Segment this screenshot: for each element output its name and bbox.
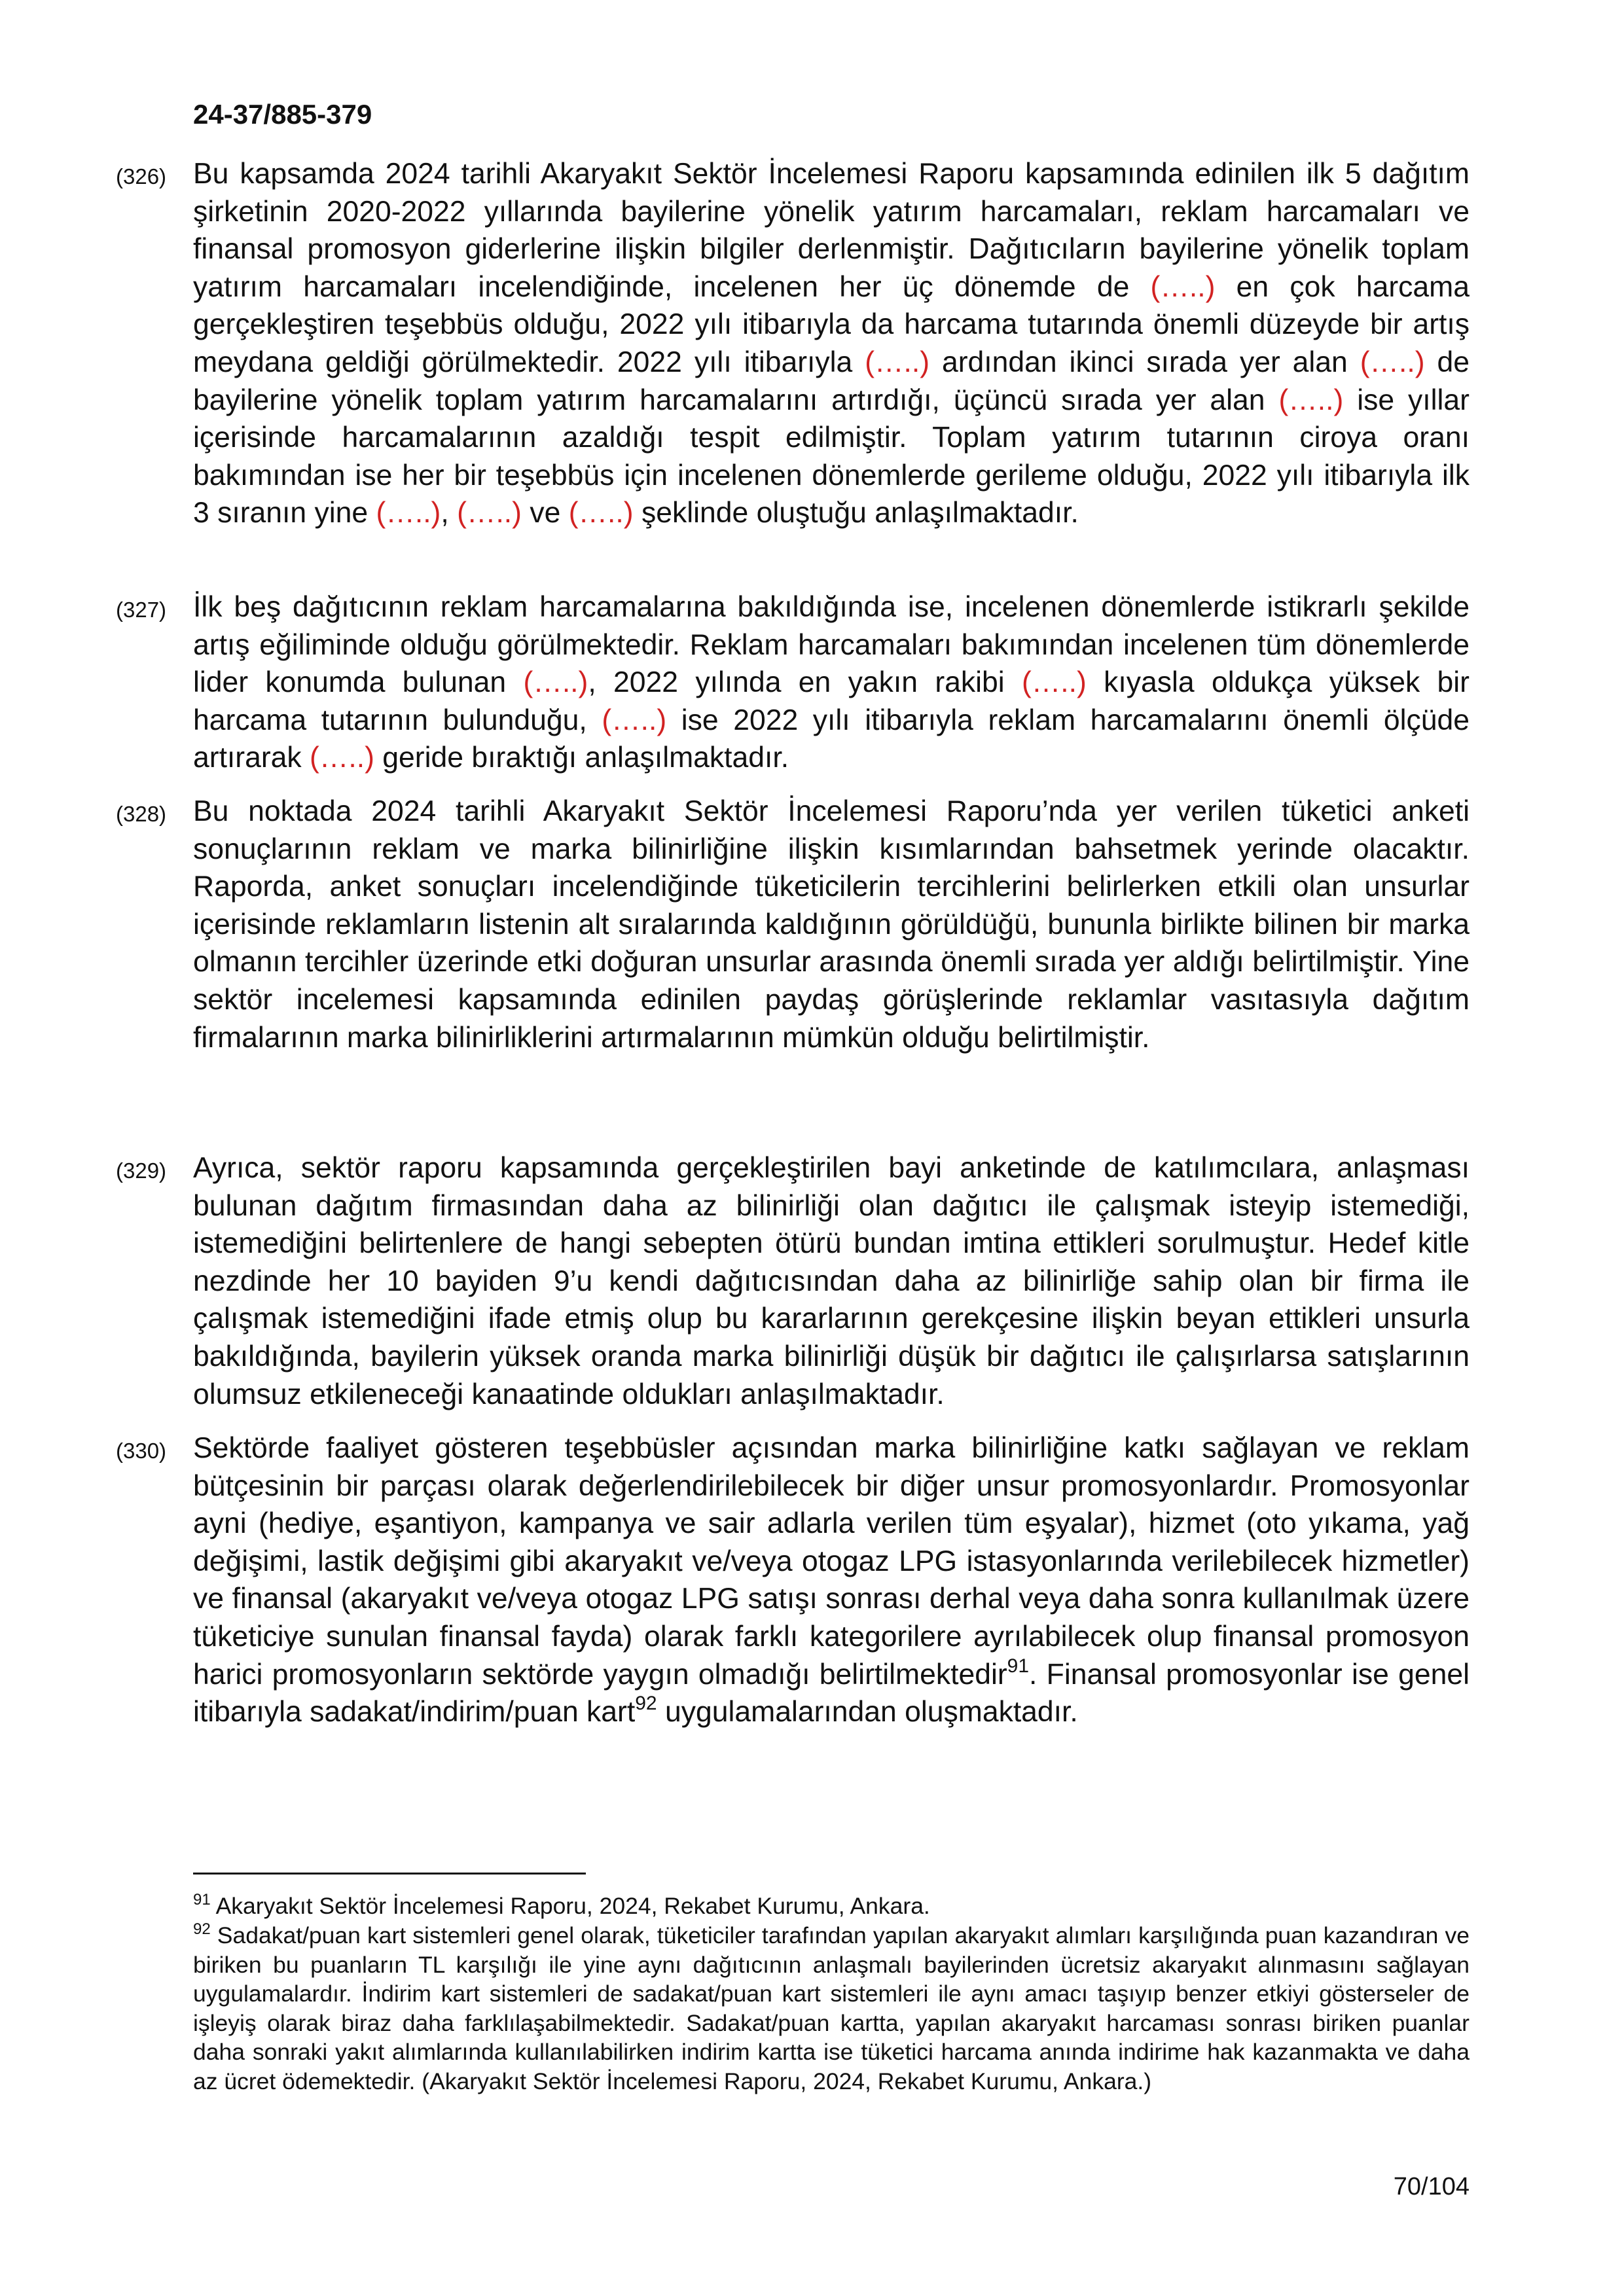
redacted-marker: (…..) bbox=[523, 666, 588, 699]
paragraph-329 bbox=[116, 1149, 1470, 1413]
footnote-number: 91 bbox=[193, 1891, 211, 1909]
text-run: en çok harcama gerçekleştiren teşebbüs olduğu, 2022 yılı itibarıyla da harcama tutarında önemli düzeyde bir artış meydana geldiği görülmektedir. 2022 yılı itibarıyla bbox=[193, 270, 1470, 378]
footnote-separator bbox=[193, 1873, 586, 1874]
paragraph-number: (329) bbox=[116, 1158, 167, 1183]
paragraph-number: (326) bbox=[116, 164, 167, 188]
text-run: uygulamalarından oluşmaktadır. bbox=[657, 1696, 1078, 1729]
redacted-marker: (…..) bbox=[602, 704, 667, 736]
redacted-marker: (…..) bbox=[457, 497, 522, 529]
text-run: kıyasla oldukça yüksek bir harcama tutarının bulunduğu, bbox=[193, 666, 1470, 736]
redacted-marker: (…..) bbox=[865, 346, 930, 378]
redacted-marker: (…..) bbox=[568, 497, 634, 529]
redacted-marker: (…..) bbox=[1021, 666, 1087, 699]
redacted-marker: (…..) bbox=[376, 497, 441, 529]
paragraph-text bbox=[193, 591, 1470, 774]
footnote-reference: 91 bbox=[1007, 1655, 1030, 1677]
text-run: ise yıllar içerisinde harcamalarının azaldığı tespit edilmiştir. Toplam yatırım tutarının ciroya oranı bakımından ise her bir teşebbüs için incelenen dönemlerde gerileme olduğu, 2022 yılı itibarıyla ilk 3 sıranın yine bbox=[193, 384, 1470, 529]
text-run: Sektörde faaliyet gösteren teşebbüsler açısından marka bilinirliğine katkı sağlayan ve reklam bütçesinin bir parçası olarak değerlendirilebilecek bir diğer unsur promosyonlardır. Promosyonlar ayni (hediye, eşantiyon, kampanya ve sair adlarla verilen tüm eşyalar), hizmet (oto yıkama, yağ değişimi, lastik değişimi gibi akaryakıt ve/veya otogaz LPG istasyonlarında verilebilecek hizmetler) ve finansal (akaryakıt ve/veya otogaz LPG satışı sonrası derhal veya daha sonra kullanılmak üzere tüketiciye sunulan finansal fayda) olarak farklı kategorilere ayrılabilecek olup finansal promosyon harici promosyonların sektörde yaygın olmadığı belirtilmektedir bbox=[193, 1432, 1470, 1691]
redacted-marker: (…..) bbox=[1150, 270, 1216, 303]
text-run: . Finansal promosyonlar ise genel itibarıyla sadakat/indirim/puan kart bbox=[193, 1658, 1470, 1729]
paragraph-number: (330) bbox=[116, 1439, 167, 1463]
text-run: , 2022 yılında en yakın rakibi bbox=[588, 666, 1022, 699]
footnote-number: 92 bbox=[193, 1920, 211, 1938]
footnote-text: Sadakat/puan kart sistemleri genel olarak, tüketiciler tarafından yapılan akaryakıt alımları karşılığında puan kazandıran ve biriken bu puanların TL karşılığı ile yine aynı dağıtıcının anlaşmalı bayilerinden ücretsiz akaryakıt alınmasını sağlayan uygulamalardır. İndirim kart sistemleri de sadakat/puan kart sistemleri ile aynı amacı taşıyıp benzer etkiyi gösterseler de işleyiş olarak biraz daha farklılaşabilmektedir. Sadakat/puan kartta, yapılan akaryakıt harcaması sonrası biriken puanlar daha sonraki yakıt alımlarında kullanılabilirken indirim kartta ise tüketici harcama anında indirime hak kazanmakta ve daha az ücret ödemektedir. (Akaryakıt Sektör İncelemesi Raporu, 2024, Rekabet Kurumu, Ankara.) bbox=[193, 1922, 1470, 2094]
page-number: 70/104 bbox=[1393, 2173, 1470, 2200]
redacted-marker: (…..) bbox=[1360, 346, 1425, 378]
text-run: ardından ikinci sırada yer alan bbox=[929, 346, 1360, 378]
footnote-92 bbox=[193, 1921, 1470, 2096]
text-run: Bu noktada 2024 tarihli Akaryakıt Sektör İncelemesi Raporu’nda yer verilen tüketici anketi sonuçlarının reklam ve marka bilinirliğine ilişkin kısımlarından bahsetmek yerinde olacaktır. Raporda, anket sonuçları incelendiğinde tüketicilerin tercihlerini belirlerken etkili olan unsurlar içerisinde reklamların listenin alt sıralarında kaldığının görüldüğü, bununla birlikte bilinen bir marka olmanın tercihler üzerinde etki doğuran unsurlar arasında önemli sırada yer aldığı belirtilmiştir. Yine sektör incelemesi kapsamında edinilen paydaş görüşlerinde reklamlar vasıtasıyla dağıtım firmalarının marka bilinirliklerini artırmalarının mümkün olduğu belirtilmiştir. bbox=[193, 795, 1470, 1054]
text-run: , bbox=[441, 497, 458, 529]
paragraph-text bbox=[193, 1152, 1470, 1410]
text-run: Ayrıca, sektör raporu kapsamında gerçekleştirilen bayi anketinde de katılımcılara, anlaşması bulunan dağıtım firmasından daha az bilinirliği olan dağıtıcı ile çalışmak isteyip istemediği, istemediğini belirtenlere de hangi sebepten ötürü bundan imtina ettikleri sorulmuştur. Hedef kitle nezdinde her 10 bayiden 9’u kendi dağıtıcısından daha az bilinirliğe sahip olan bir firma ile çalışmak istemediğini ifade etmiş olup bu kararlarının gerekçesine ilişkin beyan ettikleri unsurla bakıldığında, bayilerin yüksek oranda marka bilinirliği düşük bir dağıtıcı ile çalışırlarsa satışlarının olumsuz etkileneceği kanaatinde oldukları anlaşılmaktadır. bbox=[193, 1152, 1470, 1410]
paragraph-330 bbox=[116, 1429, 1470, 1731]
footnote-reference: 92 bbox=[635, 1693, 657, 1715]
text-run: Bu kapsamda 2024 tarihli Akaryakıt Sektör İncelemesi Raporu kapsamında edinilen ilk 5 dağıtım şirketinin 2020-2022 yıllarında bayilerine yönelik yatırım harcamaları, reklam harcamaları ve finansal promosyon giderlerine ilişkin bilgiler derlenmiştir. Dağıtıcıların bayilerine yönelik toplam yatırım harcamaları incelendiğinde, incelenen her üç dönemde de bbox=[193, 158, 1470, 303]
paragraph-text bbox=[193, 1432, 1470, 1728]
text-run: geride bıraktığı anlaşılmaktadır. bbox=[374, 742, 789, 774]
text-run: ve bbox=[522, 497, 569, 529]
paragraph-text bbox=[193, 158, 1470, 529]
footnote-91 bbox=[193, 1892, 1470, 1921]
text-run: ise 2022 yılı itibarıyla reklam harcamalarını önemli ölçüde artırarak bbox=[193, 704, 1470, 774]
redacted-marker: (…..) bbox=[1278, 384, 1344, 416]
paragraph-number: (328) bbox=[116, 802, 167, 826]
redacted-marker: (…..) bbox=[310, 742, 374, 774]
paragraph-text bbox=[193, 795, 1470, 1054]
paragraph-327 bbox=[116, 588, 1470, 777]
paragraph-326 bbox=[116, 155, 1470, 532]
paragraph-number: (327) bbox=[116, 598, 167, 622]
paragraph-328 bbox=[116, 793, 1470, 1056]
text-run: İlk beş dağıtıcının reklam harcamalarına bakıldığında ise, incelenen dönemlerde istikrarlı şekilde artış eğiliminde olduğu görülmektedir. Reklam harcamaları bakımından incelenen tüm dönemlerde lider konumda bulunan bbox=[193, 591, 1470, 699]
text-run: şeklinde oluştuğu anlaşılmaktadır. bbox=[633, 497, 1079, 529]
document-id: 24-37/885-379 bbox=[193, 99, 372, 130]
footnote-text: Akaryakıt Sektör İncelemesi Raporu, 2024, Rekabet Kurumu, Ankara. bbox=[210, 1893, 930, 1919]
text-run: de bayilerine yönelik toplam yatırım harcamalarını artırdığı, üçüncü sırada yer alan bbox=[193, 346, 1470, 416]
